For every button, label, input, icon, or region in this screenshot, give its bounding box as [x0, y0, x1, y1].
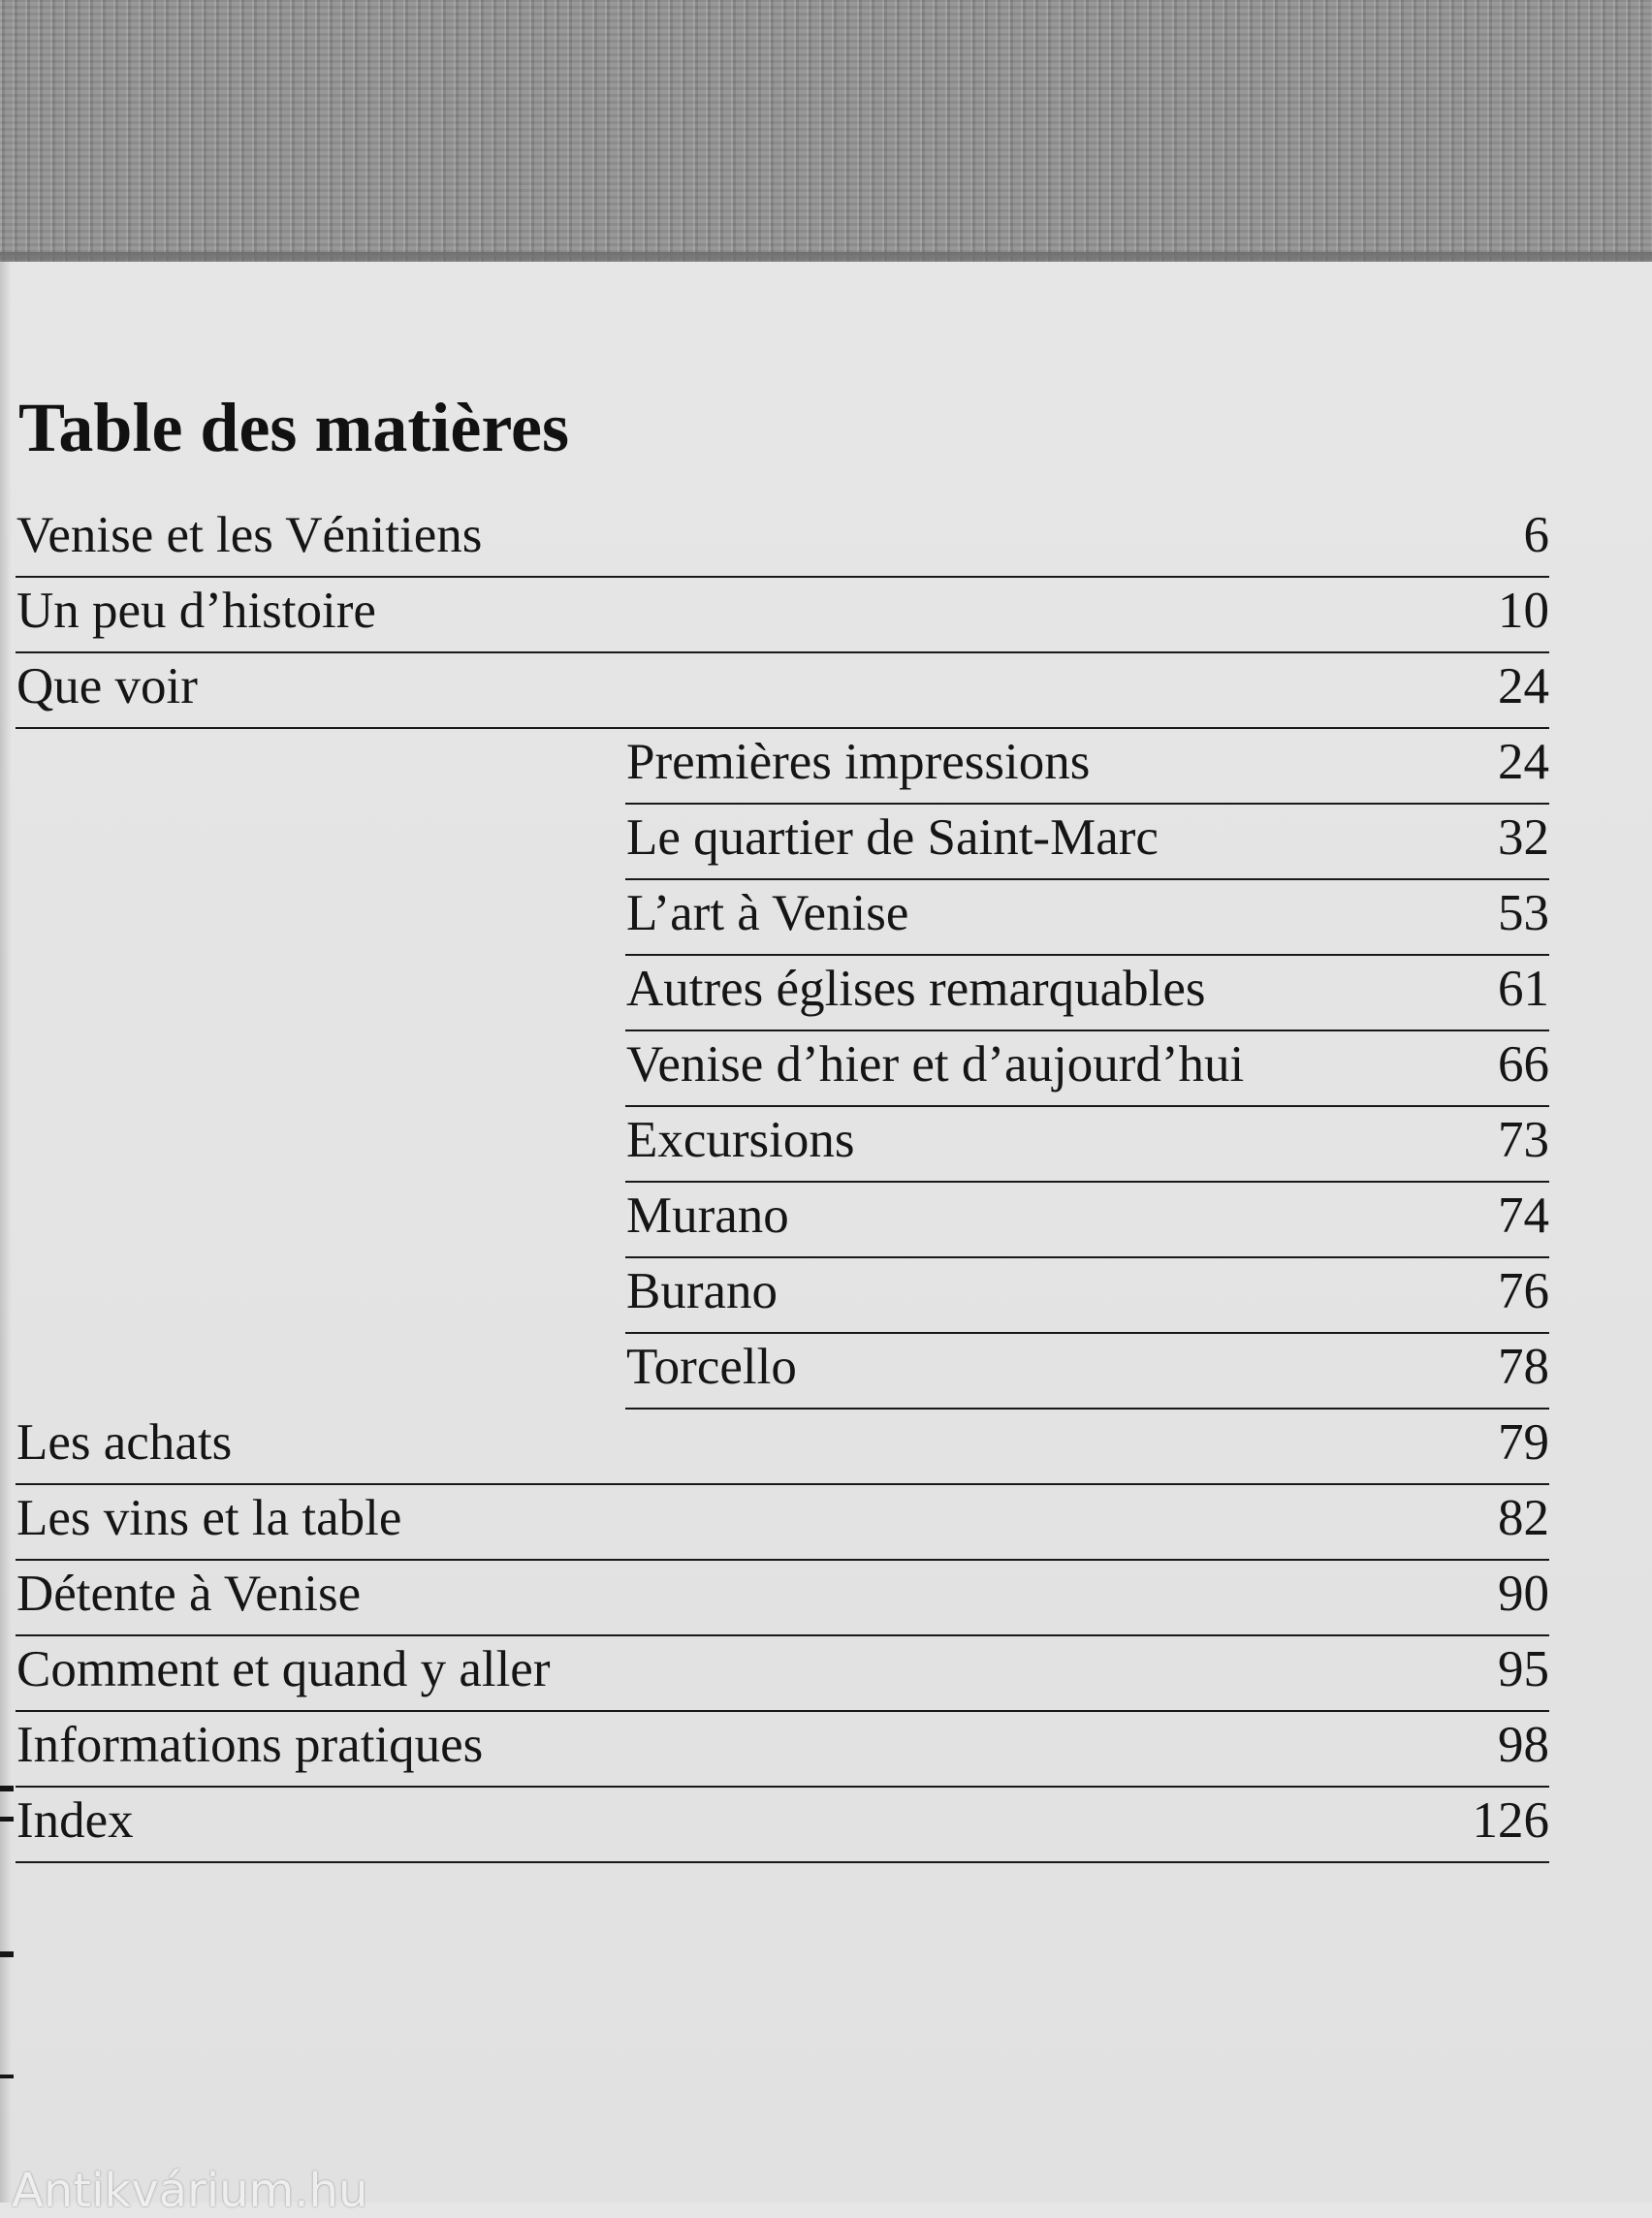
toc-entry-page-number: 126 [1472, 1792, 1549, 1849]
toc-subentry-page-number: 32 [1498, 809, 1549, 866]
toc-subentry-page-number: 24 [1498, 734, 1549, 790]
toc-subentry-torcello [625, 1334, 1549, 1410]
toc-subentry-title: Premières impressions [626, 734, 1091, 790]
toc-entry-les-achats [16, 1410, 1549, 1485]
left-margin-print-fragment [0, 1951, 14, 1957]
toc-entry-venise-et-les-venitiens [16, 502, 1549, 578]
toc-subentry-le-quartier-de-saint-marc [625, 805, 1549, 880]
toc-entry-title: Les vins et la table [16, 1490, 402, 1546]
toc-subentry-page-number: 78 [1498, 1339, 1549, 1395]
toc-entry-page-number: 6 [1523, 507, 1549, 563]
toc-entry-title: Index [16, 1792, 134, 1849]
toc-entry-title: Un peu d’histoire [16, 583, 376, 639]
toc-subentry-page-number: 73 [1498, 1112, 1549, 1168]
toc-subentry-title: Burano [626, 1263, 778, 1319]
toc-subentry-title: Murano [626, 1188, 789, 1244]
toc-subentry-burano [625, 1258, 1549, 1334]
toc-subentry-title: Autres églises remarquables [626, 961, 1206, 1017]
toc-entry-comment-et-quand-y-aller [16, 1636, 1549, 1712]
toc-subentry-title: Venise d’hier et d’aujourd’hui [626, 1036, 1245, 1093]
toc-subentry-title: Le quartier de Saint-Marc [626, 809, 1159, 866]
toc-entry-index [16, 1788, 1549, 1863]
toc-entry-un-peu-d-histoire [16, 578, 1549, 653]
left-margin-print-fragment [0, 2075, 14, 2078]
toc-subentry-title: L’art à Venise [626, 885, 909, 941]
toc-subentry-page-number: 74 [1498, 1188, 1549, 1244]
toc-entry-title: Les achats [16, 1414, 233, 1471]
toc-subentry-page-number: 53 [1498, 885, 1549, 941]
toc-entry-page-number: 82 [1498, 1490, 1549, 1546]
toc-entry-page-number: 95 [1498, 1641, 1549, 1697]
toc-subentry-page-number: 76 [1498, 1263, 1549, 1319]
background-fabric [0, 0, 1652, 267]
toc-entry-page-number: 79 [1498, 1414, 1549, 1471]
toc-entry-que-voir [16, 653, 1549, 729]
antikvarium-watermark: Antikvárium.hu [12, 2164, 368, 2218]
toc-subentry-venise-d-hier-et-d-aujourd-hui [625, 1031, 1549, 1107]
toc-entry-detente-a-venise [16, 1561, 1549, 1636]
toc-entry-page-number: 10 [1498, 583, 1549, 639]
table-of-contents-title: Table des matières [18, 389, 569, 466]
toc-subentry-page-number: 61 [1498, 961, 1549, 1017]
toc-subentry-title: Torcello [626, 1339, 797, 1395]
left-margin-print-fragment [0, 1817, 14, 1822]
toc-subentry-autres-eglises-remarquables [625, 956, 1549, 1031]
toc-subentry-title: Excursions [626, 1112, 855, 1168]
toc-entry-title: Venise et les Vénitiens [16, 507, 483, 563]
toc-entry-title: Comment et quand y aller [16, 1641, 551, 1697]
toc-subentry-excursions [625, 1107, 1549, 1183]
page-left-edge [0, 262, 12, 2202]
toc-entry-page-number: 24 [1498, 658, 1549, 714]
toc-entry-title: Informations pratiques [16, 1717, 484, 1773]
toc-subentry-l-art-a-venise [625, 880, 1549, 956]
toc-entry-informations-pratiques [16, 1712, 1549, 1788]
toc-subentry-page-number: 66 [1498, 1036, 1549, 1093]
toc-entry-page-number: 90 [1498, 1566, 1549, 1622]
toc-entry-title: Que voir [16, 658, 198, 714]
toc-entry-title: Détente à Venise [16, 1566, 362, 1622]
toc-subentry-murano [625, 1183, 1549, 1258]
left-margin-print-fragment [0, 1786, 14, 1791]
toc-entry-les-vins-et-la-table [16, 1485, 1549, 1561]
toc-subentry-premieres-impressions [625, 729, 1549, 805]
toc-entry-page-number: 98 [1498, 1717, 1549, 1773]
